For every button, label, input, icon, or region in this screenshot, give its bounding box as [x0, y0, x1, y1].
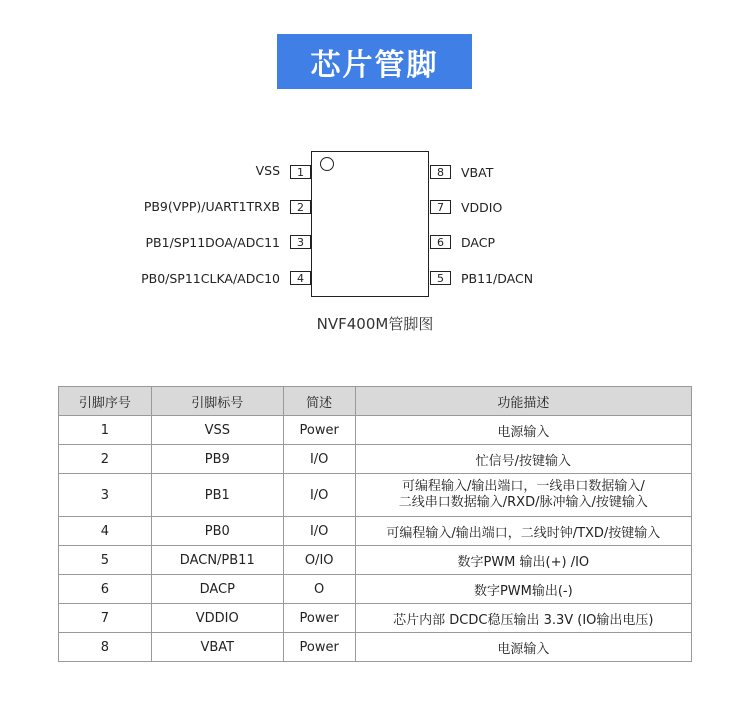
table-header-row [59, 387, 692, 416]
cell-pin-function-line-1: 可编程输入/输出端口，一线串口数据输入/ [401, 479, 645, 494]
cell-pin-type: O/IO [283, 546, 355, 575]
pin-label-3: PB1/SP11DOA/ADC11 [145, 235, 280, 250]
cell-pin-type: I/O [283, 474, 355, 517]
pin-label-7: VDDIO [461, 200, 503, 215]
cell-pin-function [355, 474, 691, 517]
cell-pin-number: 6 [59, 575, 152, 604]
cell-pin-number: 3 [59, 474, 152, 517]
pin-number-7: 7 [430, 200, 451, 214]
table-row [59, 416, 692, 445]
cell-pin-name: PB0 [151, 517, 283, 546]
pin-label-1: VSS [255, 163, 280, 178]
cell-pin-type: I/O [283, 517, 355, 546]
table-row [59, 604, 692, 633]
cell-pin-function: 芯片内部 DCDC稳压输出 3.3V (IO输出电压) [355, 604, 691, 633]
cell-pin-type: Power [283, 416, 355, 445]
table-row [59, 445, 692, 474]
cell-pin-number: 4 [59, 517, 152, 546]
diagram-caption: NVF400M管脚图 [316, 315, 434, 333]
table-row [59, 575, 692, 604]
pin-number-6: 6 [430, 235, 451, 249]
pin-label-8: VBAT [461, 165, 494, 180]
pin-label-2: PB9(VPP)/UART1TRXB [143, 199, 280, 214]
pin-label-4: PB0/SP11CLKA/ADC10 [141, 271, 280, 286]
cell-pin-type: Power [283, 604, 355, 633]
cell-pin-number: 1 [59, 416, 152, 445]
cell-pin-name: DACN/PB11 [151, 546, 283, 575]
cell-pin-type: Power [283, 633, 355, 662]
pin-number-4: 4 [290, 271, 311, 285]
table-row [59, 633, 692, 662]
header-pin-number: 引脚序号 [59, 387, 152, 416]
cell-pin-name: PB1 [151, 474, 283, 517]
pin-number-3: 3 [290, 235, 311, 249]
table-row [59, 474, 692, 517]
cell-pin-name: VBAT [151, 633, 283, 662]
cell-pin-name: PB9 [151, 445, 283, 474]
cell-pin-function: 数字PWM输出(-) [355, 575, 691, 604]
header-pin-function: 功能描述 [355, 387, 691, 416]
cell-pin-number: 5 [59, 546, 152, 575]
pin-label-6: DACP [461, 235, 496, 250]
cell-pin-type: I/O [283, 445, 355, 474]
pin-function-table [58, 386, 692, 662]
header-pin-type: 简述 [283, 387, 355, 416]
cell-pin-function: 数字PWM 输出(+) /IO [355, 546, 691, 575]
pin1-marker [320, 157, 334, 171]
cell-pin-function: 电源输入 [355, 633, 691, 662]
cell-pin-function: 电源输入 [355, 416, 691, 445]
header-pin-name: 引脚标号 [151, 387, 283, 416]
pin-number-5: 5 [430, 271, 451, 285]
cell-pin-name: VDDIO [151, 604, 283, 633]
cell-pin-name: DACP [151, 575, 283, 604]
table-row [59, 517, 692, 546]
cell-pin-number: 7 [59, 604, 152, 633]
cell-pin-number: 8 [59, 633, 152, 662]
table-row [59, 546, 692, 575]
cell-pin-type: O [283, 575, 355, 604]
cell-pin-function-line-2: 二线串口数据输入/RXD/脉冲输入/按键输入 [398, 495, 648, 510]
pin-number-1: 1 [290, 165, 311, 179]
cell-pin-name: VSS [151, 416, 283, 445]
pin-number-8: 8 [430, 165, 451, 179]
cell-pin-function: 可编程输入/输出端口，二线时钟/TXD/按键输入 [355, 517, 691, 546]
pin-label-5: PB11/DACN [461, 271, 534, 286]
cell-pin-number: 2 [59, 445, 152, 474]
pin-number-2: 2 [290, 200, 311, 214]
cell-pin-function: 忙信号/按键输入 [355, 445, 691, 474]
page-title: 芯片管脚 [277, 34, 472, 89]
chip-body [311, 151, 429, 297]
